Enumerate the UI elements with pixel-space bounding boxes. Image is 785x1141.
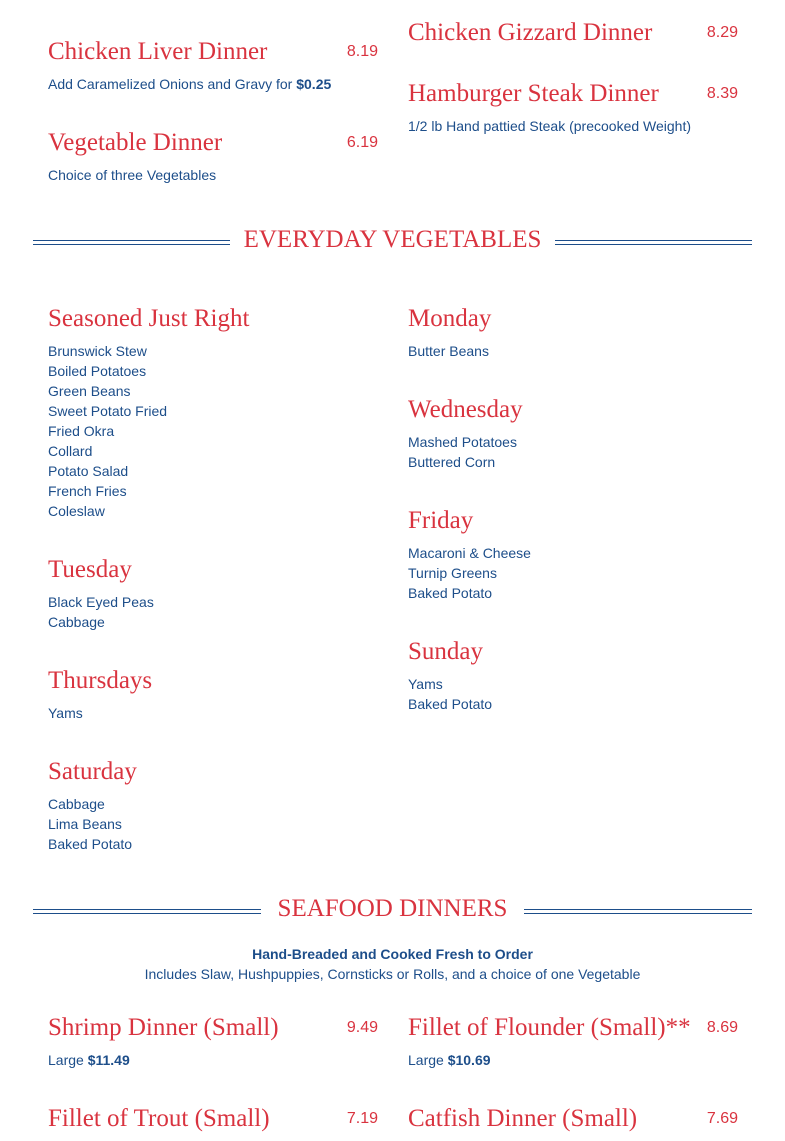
item-price-trout: 7.19 <box>346 1110 378 1127</box>
item-price-chicken-gizzard: 8.29 <box>706 24 738 41</box>
item-title-chicken-liver: Chicken Liver Dinner <box>48 38 268 65</box>
seafood-subtitle-bold: Hand-Breaded and Cooked Fresh to Order <box>252 946 533 962</box>
list-item: Baked Potato <box>408 696 493 712</box>
list-item: Collard <box>48 443 93 459</box>
list-item: Macaroni & Cheese <box>408 545 531 561</box>
veg-heading-seasoned: Seasoned Just Right <box>48 305 250 332</box>
list-item: Turnip Greens <box>408 565 497 581</box>
list-item: Baked Potato <box>408 585 493 601</box>
item-title-flounder: Fillet of Flounder (Small)** <box>408 1014 691 1041</box>
item-price-flounder: 8.69 <box>706 1019 738 1036</box>
list-item: Yams <box>48 705 83 721</box>
item-title-vegetable-dinner: Vegetable Dinner <box>48 129 223 156</box>
veg-heading-friday: Friday <box>408 507 474 534</box>
cut-off-heading <box>48 0 148 4</box>
list-item: Baked Potato <box>48 836 133 852</box>
list-item: Cabbage <box>48 614 105 630</box>
item-desc-flounder: Large $10.69 <box>408 1052 491 1068</box>
list-item: Brunswick Stew <box>48 343 147 359</box>
veg-list-sunday <box>408 674 492 714</box>
item-price-catfish: 7.69 <box>706 1110 738 1127</box>
item-title-trout: Fillet of Trout (Small) <box>48 1105 270 1132</box>
item-price-hamburger-steak: 8.39 <box>706 85 738 102</box>
veg-heading-thursdays: Thursdays <box>48 667 153 694</box>
list-item: Cabbage <box>48 796 105 812</box>
section-rule-right <box>524 909 752 914</box>
section-rule-left <box>33 909 261 914</box>
item-price-shrimp: 9.49 <box>346 1019 378 1036</box>
item-desc-chicken-liver: Add Caramelized Onions and Gravy for $0.25 <box>48 76 332 92</box>
item-desc-vegetable-dinner: Choice of three Vegetables <box>48 167 217 183</box>
veg-heading-tuesday: Tuesday <box>48 556 132 583</box>
list-item: French Fries <box>48 483 127 499</box>
item-title-hamburger-steak: Hamburger Steak Dinner <box>408 80 659 107</box>
list-item: Green Beans <box>48 383 131 399</box>
list-item: Boiled Potatoes <box>48 363 147 379</box>
veg-heading-monday: Monday <box>408 305 492 332</box>
item-desc-shrimp: Large $11.49 <box>48 1052 130 1068</box>
list-item: Black Eyed Peas <box>48 594 154 610</box>
section-rule-right <box>555 240 752 245</box>
item-desc-hamburger-steak: 1/2 lb Hand pattied Steak (precooked Weight) <box>408 118 692 134</box>
list-item: Lima Beans <box>48 816 122 832</box>
list-item: Coleslaw <box>48 503 105 519</box>
veg-list-saturday <box>48 794 132 854</box>
list-item: Sweet Potato Fried <box>48 403 168 419</box>
veg-list-thursdays <box>48 703 83 723</box>
list-item: Potato Salad <box>48 463 129 479</box>
list-item: Yams <box>408 676 443 692</box>
veg-list-tuesday <box>48 592 154 632</box>
section-title-seafood: SEAFOOD DINNERS <box>277 895 508 922</box>
seafood-subtitle: Includes Slaw, Hushpuppies, Cornsticks or Rolls, and a choice of one Vegetable <box>144 966 641 982</box>
section-rule-left <box>33 240 230 245</box>
veg-list-friday <box>408 543 531 603</box>
section-title-vegetables: EVERYDAY VEGETABLES <box>243 226 542 253</box>
item-title-catfish: Catfish Dinner (Small) <box>408 1105 638 1132</box>
list-item: Buttered Corn <box>408 454 496 470</box>
item-price-vegetable-dinner: 6.19 <box>346 134 378 151</box>
veg-list-wednesday <box>408 432 517 472</box>
veg-list-monday <box>408 341 489 361</box>
list-item: Fried Okra <box>48 423 115 439</box>
list-item: Mashed Potatoes <box>408 434 517 450</box>
list-item: Butter Beans <box>408 343 489 359</box>
veg-list-seasoned <box>48 341 167 521</box>
item-title-chicken-gizzard: Chicken Gizzard Dinner <box>408 19 653 46</box>
veg-heading-saturday: Saturday <box>48 758 137 785</box>
item-title-shrimp: Shrimp Dinner (Small) <box>48 1014 279 1041</box>
item-price-chicken-liver: 8.19 <box>346 43 378 60</box>
veg-heading-wednesday: Wednesday <box>408 396 523 423</box>
veg-heading-sunday: Sunday <box>408 638 483 665</box>
